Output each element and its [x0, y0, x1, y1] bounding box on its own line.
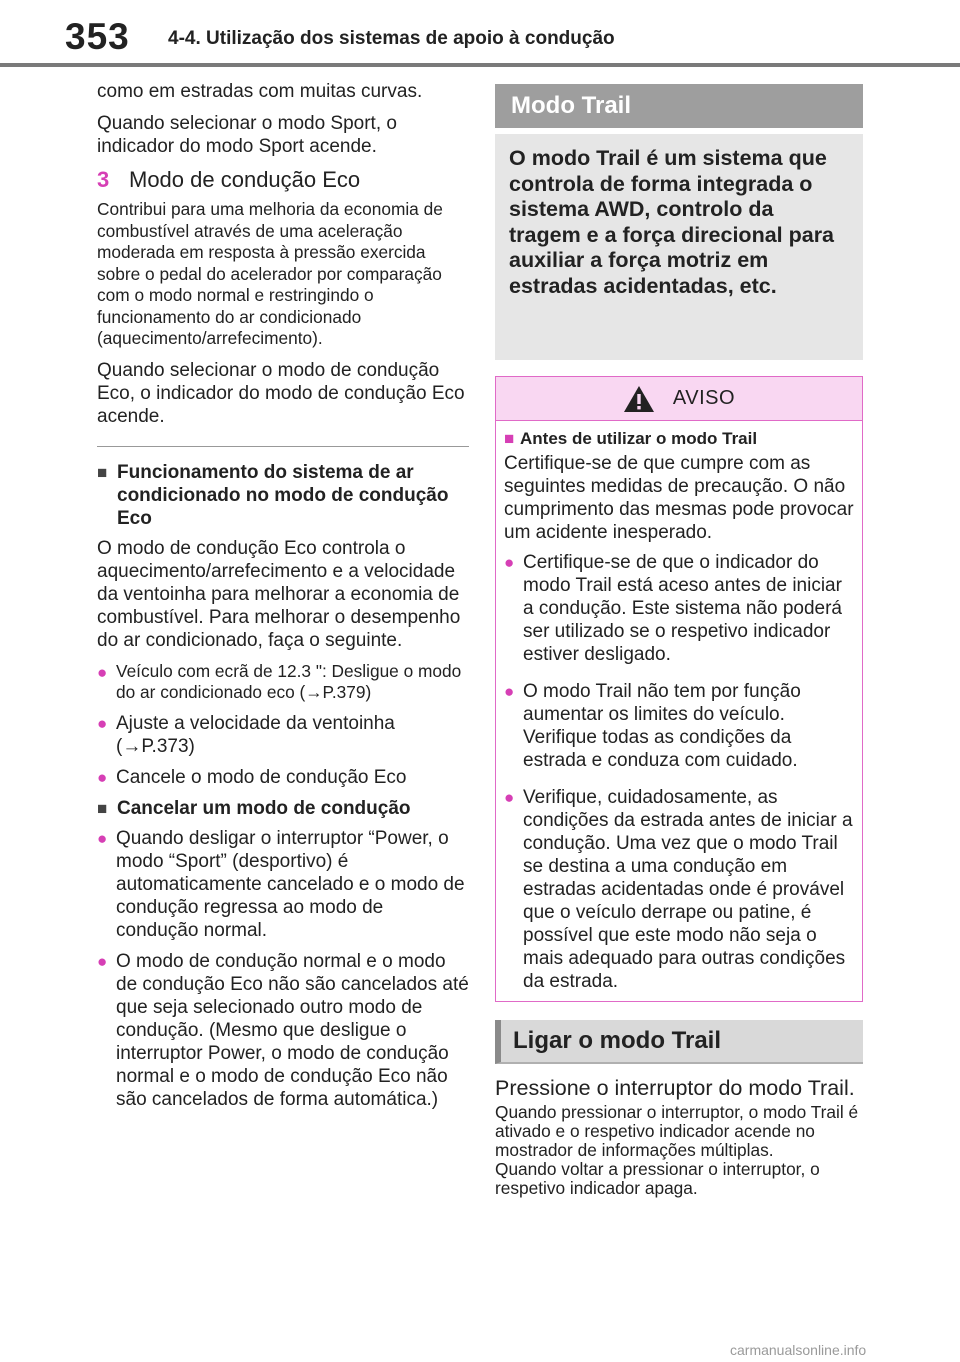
list-item-text: Verifique, cuidadosamente, as condições da estrada antes de iniciar a condução. Uma vez que o modo Trail se destina a uma condução em estradas acidentadas onde é provável que o veículo derrape ou patine, é possível que este modo não seja o mais adequado para outras condições da estrada.	[523, 787, 853, 992]
list-item	[97, 950, 469, 1111]
list-item-text: O modo de condução normal e o modo de condução Eco não são cancelados até que seja selecionado outro modo de condução. (Mesmo que desligue o interruptor Power, o modo de condução normal e o modo de condução Eco não são cancelados de forma automática.)	[116, 950, 469, 1110]
watermark: carmanualsonline.info	[730, 1342, 867, 1358]
step-heading	[97, 167, 469, 193]
heading-text: Antes de utilizar o modo Trail	[520, 429, 758, 448]
warning-title: AVISO	[672, 387, 736, 409]
step-title: Modo de condução Eco	[129, 167, 361, 192]
circle-bullet-icon: ●	[504, 788, 515, 807]
paragraph: como em estradas com muitas curvas.	[97, 81, 423, 102]
square-bullet-icon: ■	[504, 429, 515, 448]
left-column	[97, 80, 469, 1119]
warning-heading	[504, 427, 854, 450]
square-bullet-icon: ■	[97, 798, 108, 818]
list-item-text: Certifique-se de que o indicador do modo Trail está aceso antes de iniciar a condução. Este sistema não poderá ser utilizado se o respetivo indicador estiver desligado.	[523, 552, 842, 665]
paragraph: Quando selecionar o modo Sport, o indicador do modo Sport acende.	[97, 113, 397, 157]
section-title-bar: Modo Trail	[495, 84, 863, 128]
list-item-text: O modo Trail não tem por função aumentar os limites do veículo. Verifique todas as condições da estrada e conduza com cuidado.	[523, 681, 801, 771]
paragraph: Quando pressionar o interruptor, o modo Trail é ativado e o respetivo indicador acende no mostrador de informações múltiplas.	[495, 1102, 859, 1160]
list-item	[97, 766, 469, 789]
list-item	[97, 827, 469, 942]
circle-bullet-icon: ●	[97, 713, 108, 733]
section-heading	[97, 797, 469, 820]
list-item	[97, 712, 469, 758]
intro-box: O modo Trail é um sistema que controla de forma integrada o sistema AWD, controlo da tragem e a força direcional para auxiliar a força motriz em estradas acidentadas, etc.	[495, 134, 863, 360]
list-item-text: Quando desligar o interruptor “Power, o modo “Sport” (desportivo) é automaticamente cancelado e o modo de condução regressa ao modo de condução normal.	[116, 827, 465, 941]
circle-bullet-icon: ●	[97, 951, 108, 971]
list-item-text: Cancele o modo de condução Eco	[116, 766, 407, 788]
heading-text: Cancelar um modo de condução	[117, 797, 411, 819]
chapter-title: 4-4. Utilização dos sistemas de apoio à condução	[168, 28, 615, 49]
section-divider	[97, 446, 469, 447]
page-header	[0, 0, 960, 62]
instruction-description	[495, 1103, 863, 1198]
warning-box	[495, 376, 863, 1002]
circle-bullet-icon: ●	[97, 662, 108, 682]
circle-bullet-icon: ●	[504, 553, 515, 572]
list-item	[504, 786, 854, 993]
list-item	[504, 551, 854, 666]
paragraph: Quando selecionar o modo de condução Eco, o indicador do modo de condução Eco acende.	[97, 359, 465, 427]
right-column	[495, 84, 863, 1198]
square-bullet-icon: ■	[97, 462, 108, 482]
step-number: 3	[97, 167, 110, 192]
list-item	[504, 680, 854, 772]
paragraph: O modo de condução Eco controla o aquecimento/arrefecimento e a velocidade da ventoinha para melhorar a economia de combustível. Para melhorar o desempenho do ar condicionado, faça o seguinte.	[97, 537, 461, 651]
list-item-text: Ajuste a velocidade da ventoinha (→P.373)	[116, 712, 395, 757]
list-item	[97, 661, 469, 704]
heading-text: Funcionamento do sistema de ar condicionado no modo de condução Eco	[117, 461, 449, 529]
warning-triangle-icon	[623, 385, 655, 413]
warning-header	[496, 377, 862, 421]
paragraph: Quando voltar a pressionar o interruptor, o respetivo indicador apaga.	[495, 1159, 820, 1198]
circle-bullet-icon: ●	[97, 767, 108, 787]
instruction-text: Pressione o interruptor do modo Trail.	[495, 1076, 855, 1100]
list-item-text: Veículo com ecrã de 12.3 ": Desligue o modo do ar condicionado eco (→P.379)	[116, 660, 462, 702]
page-number: 353	[65, 16, 130, 57]
header-rule	[0, 63, 960, 67]
paragraph: Certifique-se de que cumpre com as seguintes medidas de precaução. O não cumprimento das mesmas pode provocar um acidente inesperado.	[504, 453, 854, 543]
circle-bullet-icon: ●	[97, 828, 108, 848]
section-title-bar: Ligar o modo Trail	[495, 1020, 863, 1064]
section-heading	[97, 461, 469, 530]
warning-body	[496, 421, 862, 993]
eco-description: Contribui para uma melhoria da economia de combustível através de uma aceleração moderada em resposta à pressão exercida sobre o pedal do acelerador por comparação com o modo normal e restringindo o funcionamento do ar condicionado (aquecimento/arrefecimento).	[97, 199, 443, 348]
circle-bullet-icon: ●	[504, 682, 515, 701]
